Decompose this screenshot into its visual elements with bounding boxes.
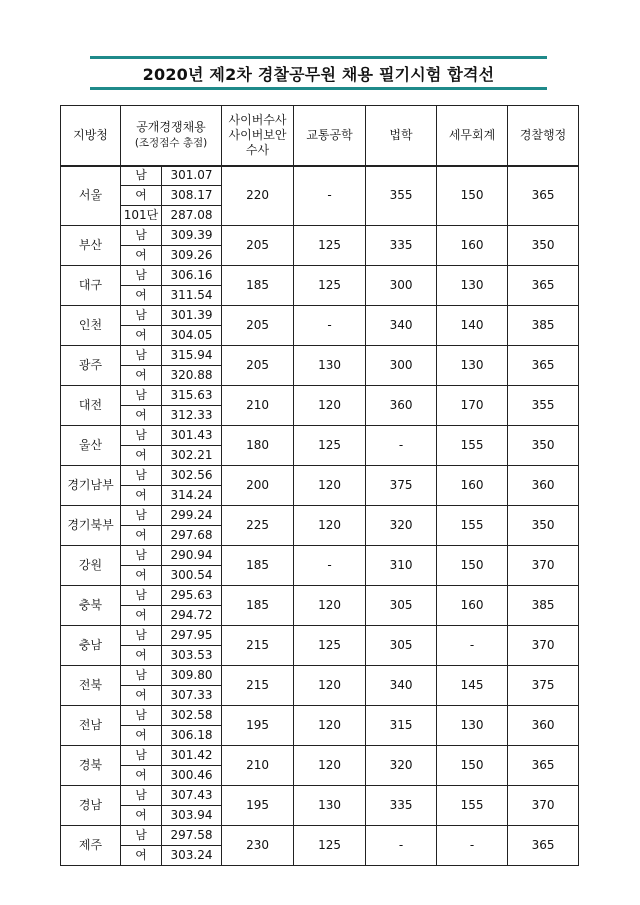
public-score: 311.54 xyxy=(162,286,222,306)
gender-label: 남 xyxy=(121,346,162,366)
public-score: 303.94 xyxy=(162,806,222,826)
admin-score: 370 xyxy=(508,626,579,666)
public-score: 312.33 xyxy=(162,406,222,426)
public-score: 302.58 xyxy=(162,706,222,726)
header-public-sub: (조정점수 총점) xyxy=(134,137,208,150)
header-tax: 세무회계 xyxy=(437,106,508,166)
admin-score: 375 xyxy=(508,666,579,706)
header-traffic: 교통공학 xyxy=(294,106,366,166)
admin-score: 355 xyxy=(508,386,579,426)
tax-score: 160 xyxy=(437,466,508,506)
traffic-score: 120 xyxy=(294,706,366,746)
table-row xyxy=(61,346,579,366)
tax-score: 155 xyxy=(437,506,508,546)
gender-label: 여 xyxy=(121,606,162,626)
header-law: 법학 xyxy=(366,106,437,166)
cyber-score: 185 xyxy=(222,586,294,626)
tax-score: 160 xyxy=(437,226,508,266)
table-body xyxy=(61,166,579,866)
cyber-score: 185 xyxy=(222,546,294,586)
public-score: 302.56 xyxy=(162,466,222,486)
gender-label: 여 xyxy=(121,286,162,306)
tax-score: 150 xyxy=(437,546,508,586)
public-score: 301.07 xyxy=(162,166,222,186)
traffic-score: - xyxy=(294,546,366,586)
region-name: 인천 xyxy=(61,306,121,346)
law-score: - xyxy=(366,826,437,866)
traffic-score: 120 xyxy=(294,746,366,786)
public-score: 295.63 xyxy=(162,586,222,606)
gender-label: 남 xyxy=(121,426,162,446)
law-score: 320 xyxy=(366,746,437,786)
traffic-score: 125 xyxy=(294,426,366,466)
region-name: 울산 xyxy=(61,426,121,466)
gender-label: 남 xyxy=(121,546,162,566)
law-score: 300 xyxy=(366,346,437,386)
header-cyber-line: 사이버보안 xyxy=(228,127,287,142)
table-row xyxy=(61,466,579,486)
admin-score: 365 xyxy=(508,266,579,306)
admin-score: 365 xyxy=(508,826,579,866)
gender-label: 여 xyxy=(121,326,162,346)
gender-label: 남 xyxy=(121,166,162,186)
cyber-score: 200 xyxy=(222,466,294,506)
title-banner xyxy=(90,56,547,90)
region-name: 서울 xyxy=(61,166,121,226)
table-row xyxy=(61,626,579,646)
public-score: 300.54 xyxy=(162,566,222,586)
traffic-score: - xyxy=(294,166,366,226)
public-score: 320.88 xyxy=(162,366,222,386)
table-row xyxy=(61,306,579,326)
region-name: 경기북부 xyxy=(61,506,121,546)
cyber-score: 215 xyxy=(222,626,294,666)
tax-score: 145 xyxy=(437,666,508,706)
header-region: 지방청 xyxy=(61,106,121,166)
public-score: 297.58 xyxy=(162,826,222,846)
gender-label: 남 xyxy=(121,586,162,606)
cyber-score: 215 xyxy=(222,666,294,706)
cyber-score: 180 xyxy=(222,426,294,466)
region-name: 경기남부 xyxy=(61,466,121,506)
cyber-score: 210 xyxy=(222,746,294,786)
public-score: 301.39 xyxy=(162,306,222,326)
header-cyber-line: 수사 xyxy=(245,142,270,157)
header-admin: 경찰행정 xyxy=(508,106,579,166)
pass-score-table xyxy=(60,105,579,866)
traffic-score: 120 xyxy=(294,386,366,426)
traffic-score: 120 xyxy=(294,586,366,626)
header-cyber xyxy=(222,106,294,166)
table-row xyxy=(61,226,579,246)
public-score: 309.26 xyxy=(162,246,222,266)
admin-score: 350 xyxy=(508,506,579,546)
page-title: 2020년 제2차 경찰공무원 채용 필기시험 합격선 xyxy=(142,64,495,84)
admin-score: 350 xyxy=(508,426,579,466)
tax-score: 160 xyxy=(437,586,508,626)
region-name: 강원 xyxy=(61,546,121,586)
region-name: 경남 xyxy=(61,786,121,826)
law-score: 355 xyxy=(366,166,437,226)
gender-label: 남 xyxy=(121,386,162,406)
title-rule-bottom xyxy=(90,87,547,90)
admin-score: 365 xyxy=(508,166,579,226)
admin-score: 360 xyxy=(508,706,579,746)
tax-score: 155 xyxy=(437,786,508,826)
traffic-score: 125 xyxy=(294,226,366,266)
region-name: 전남 xyxy=(61,706,121,746)
admin-score: 365 xyxy=(508,746,579,786)
traffic-score: 130 xyxy=(294,346,366,386)
public-score: 309.39 xyxy=(162,226,222,246)
law-score: 360 xyxy=(366,386,437,426)
public-score: 306.18 xyxy=(162,726,222,746)
gender-label: 여 xyxy=(121,366,162,386)
traffic-score: 125 xyxy=(294,826,366,866)
public-score: 301.42 xyxy=(162,746,222,766)
tax-score: 150 xyxy=(437,746,508,786)
admin-score: 360 xyxy=(508,466,579,506)
region-name: 경북 xyxy=(61,746,121,786)
region-name: 충북 xyxy=(61,586,121,626)
cyber-score: 205 xyxy=(222,226,294,266)
gender-label: 남 xyxy=(121,666,162,686)
law-score: 320 xyxy=(366,506,437,546)
public-score: 314.24 xyxy=(162,486,222,506)
cyber-score: 185 xyxy=(222,266,294,306)
public-score: 315.94 xyxy=(162,346,222,366)
public-score: 297.68 xyxy=(162,526,222,546)
cyber-score: 225 xyxy=(222,506,294,546)
tax-score: 130 xyxy=(437,266,508,306)
public-score: 301.43 xyxy=(162,426,222,446)
public-score: 287.08 xyxy=(162,206,222,226)
header-row xyxy=(61,106,579,166)
region-name: 전북 xyxy=(61,666,121,706)
header-public-main: 공개경쟁채용 xyxy=(136,120,206,135)
public-score: 303.53 xyxy=(162,646,222,666)
law-score: 335 xyxy=(366,786,437,826)
table-row xyxy=(61,586,579,606)
region-name: 충남 xyxy=(61,626,121,666)
traffic-score: 125 xyxy=(294,266,366,306)
tax-score: 155 xyxy=(437,426,508,466)
header-public xyxy=(121,106,222,166)
gender-label: 여 xyxy=(121,646,162,666)
table-row xyxy=(61,266,579,286)
public-score: 297.95 xyxy=(162,626,222,646)
cyber-score: 220 xyxy=(222,166,294,226)
cyber-score: 205 xyxy=(222,306,294,346)
law-score: 340 xyxy=(366,666,437,706)
law-score: 310 xyxy=(366,546,437,586)
admin-score: 350 xyxy=(508,226,579,266)
cyber-score: 195 xyxy=(222,706,294,746)
public-score: 315.63 xyxy=(162,386,222,406)
table-row xyxy=(61,746,579,766)
table-row xyxy=(61,706,579,726)
gender-label: 여 xyxy=(121,446,162,466)
admin-score: 365 xyxy=(508,346,579,386)
region-name: 광주 xyxy=(61,346,121,386)
tax-score: 140 xyxy=(437,306,508,346)
region-name: 제주 xyxy=(61,826,121,866)
region-name: 부산 xyxy=(61,226,121,266)
public-score: 308.17 xyxy=(162,186,222,206)
table-row xyxy=(61,546,579,566)
traffic-score: 125 xyxy=(294,626,366,666)
law-score: 300 xyxy=(366,266,437,306)
law-score: 305 xyxy=(366,586,437,626)
admin-score: 370 xyxy=(508,786,579,826)
traffic-score: 120 xyxy=(294,666,366,706)
law-score: 375 xyxy=(366,466,437,506)
tax-score: 130 xyxy=(437,706,508,746)
tax-score: 170 xyxy=(437,386,508,426)
law-score: 305 xyxy=(366,626,437,666)
gender-label: 남 xyxy=(121,226,162,246)
gender-label: 여 xyxy=(121,686,162,706)
gender-label: 남 xyxy=(121,306,162,326)
gender-label: 여 xyxy=(121,846,162,866)
gender-label: 남 xyxy=(121,266,162,286)
table-row xyxy=(61,506,579,526)
table-row xyxy=(61,386,579,406)
traffic-score: 120 xyxy=(294,506,366,546)
public-score: 299.24 xyxy=(162,506,222,526)
region-name: 대전 xyxy=(61,386,121,426)
tax-score: - xyxy=(437,626,508,666)
public-score: 294.72 xyxy=(162,606,222,626)
gender-label: 여 xyxy=(121,486,162,506)
gender-label: 남 xyxy=(121,706,162,726)
tax-score: 130 xyxy=(437,346,508,386)
gender-label: 여 xyxy=(121,186,162,206)
public-score: 302.21 xyxy=(162,446,222,466)
gender-label: 남 xyxy=(121,746,162,766)
law-score: - xyxy=(366,426,437,466)
table-row xyxy=(61,166,579,186)
traffic-score: 130 xyxy=(294,786,366,826)
public-score: 304.05 xyxy=(162,326,222,346)
table-row xyxy=(61,826,579,846)
gender-label: 여 xyxy=(121,406,162,426)
traffic-score: 120 xyxy=(294,466,366,506)
public-score: 290.94 xyxy=(162,546,222,566)
gender-label: 여 xyxy=(121,566,162,586)
public-score: 307.33 xyxy=(162,686,222,706)
gender-label: 101단 xyxy=(121,206,162,226)
traffic-score: - xyxy=(294,306,366,346)
law-score: 340 xyxy=(366,306,437,346)
admin-score: 385 xyxy=(508,586,579,626)
law-score: 315 xyxy=(366,706,437,746)
cyber-score: 210 xyxy=(222,386,294,426)
gender-label: 여 xyxy=(121,806,162,826)
gender-label: 여 xyxy=(121,526,162,546)
public-score: 303.24 xyxy=(162,846,222,866)
gender-label: 남 xyxy=(121,826,162,846)
gender-label: 여 xyxy=(121,246,162,266)
admin-score: 385 xyxy=(508,306,579,346)
public-score: 306.16 xyxy=(162,266,222,286)
gender-label: 남 xyxy=(121,506,162,526)
public-score: 300.46 xyxy=(162,766,222,786)
header-cyber-line: 사이버수사 xyxy=(228,112,287,127)
gender-label: 남 xyxy=(121,466,162,486)
region-name: 대구 xyxy=(61,266,121,306)
table-row xyxy=(61,786,579,806)
gender-label: 여 xyxy=(121,766,162,786)
table-row xyxy=(61,666,579,686)
gender-label: 남 xyxy=(121,786,162,806)
table-row xyxy=(61,426,579,446)
public-score: 307.43 xyxy=(162,786,222,806)
cyber-score: 230 xyxy=(222,826,294,866)
gender-label: 남 xyxy=(121,626,162,646)
admin-score: 370 xyxy=(508,546,579,586)
cyber-score: 195 xyxy=(222,786,294,826)
tax-score: 150 xyxy=(437,166,508,226)
cyber-score: 205 xyxy=(222,346,294,386)
tax-score: - xyxy=(437,826,508,866)
gender-label: 여 xyxy=(121,726,162,746)
law-score: 335 xyxy=(366,226,437,266)
public-score: 309.80 xyxy=(162,666,222,686)
